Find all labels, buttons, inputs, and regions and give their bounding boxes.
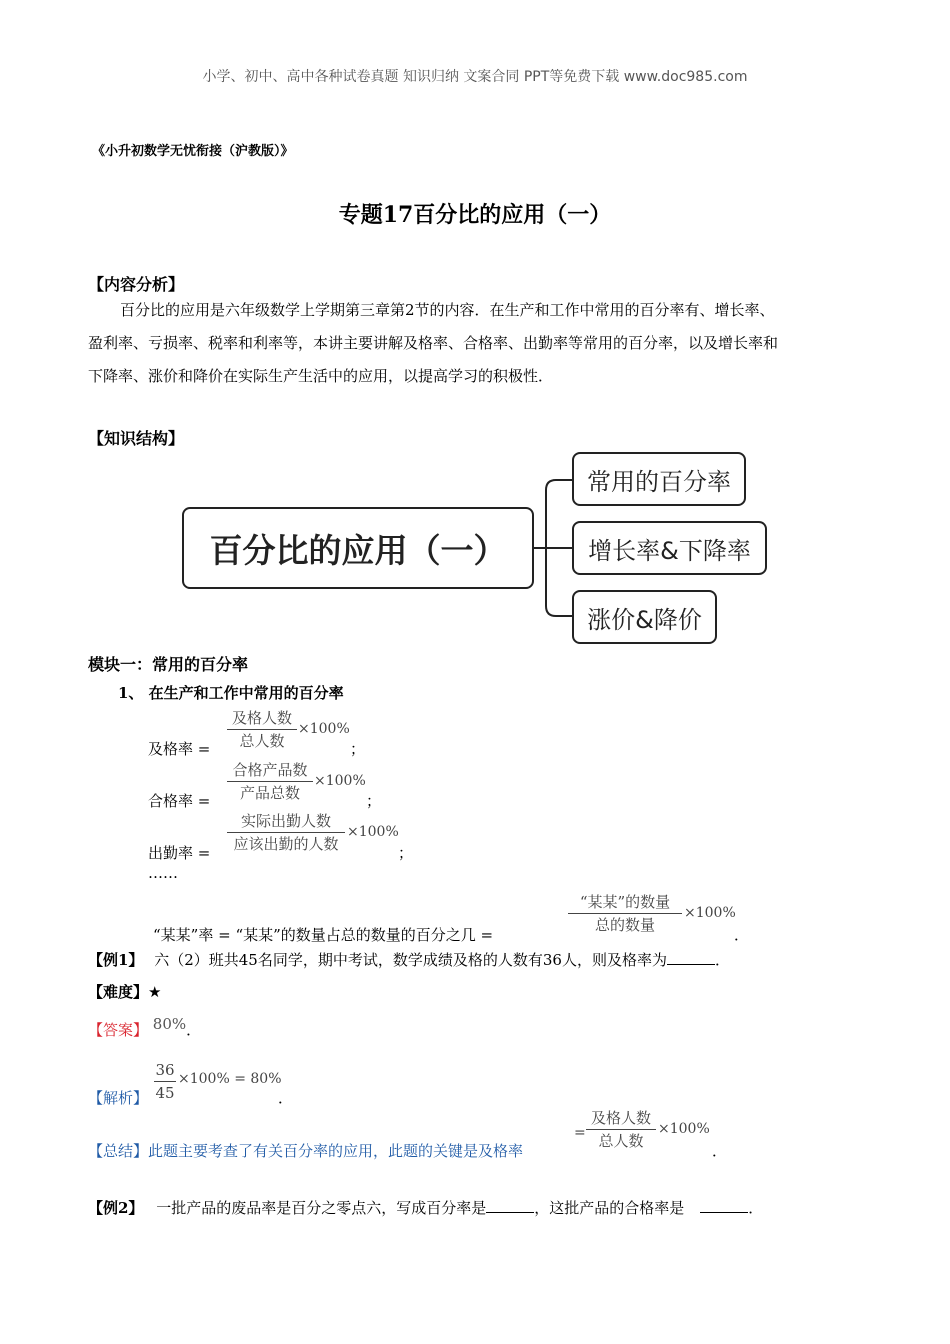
example-end: ． (714, 951, 730, 969)
formula-fraction (227, 708, 297, 751)
page-title: 专题17百分比的应用（一） (338, 202, 612, 228)
fraction-numerator: 及格人数 (231, 709, 292, 727)
difficulty-label: 【难度】 (88, 983, 149, 1001)
formula-label: 及格率 = (148, 740, 211, 758)
formula-times: ×100% (314, 773, 366, 789)
answer-blank (667, 950, 715, 965)
example-text: 六（2）班共45名同学，期中考试，数学成绩及格的人数有36人，则及格率为 (154, 951, 667, 969)
fraction-denominator: 应该出勤的人数 (233, 835, 339, 853)
formula-times: ×100% (684, 905, 736, 921)
formula-times: ×100% (658, 1121, 710, 1137)
fraction-bar (227, 781, 313, 782)
mind-map-branch-price-change: 涨价&降价 (572, 590, 717, 644)
example-text: ，这批产品的合格率是 (534, 1199, 685, 1217)
analysis-end: ． (278, 1089, 294, 1107)
formula-end: ； (398, 844, 414, 862)
formula-times: ×100% (347, 824, 399, 840)
summary-fraction (586, 1108, 656, 1151)
example-tag: 【例1】 (88, 951, 144, 969)
fraction-denominator: 总的数量 (594, 916, 655, 934)
example-2 (88, 1197, 763, 1218)
difficulty-star-icon: ★ (148, 983, 162, 1001)
analysis-fraction (154, 1060, 176, 1103)
fraction-denominator: 总人数 (239, 732, 285, 750)
summary-text (88, 1140, 523, 1161)
site-banner: 小学、初中、高中各种试卷真题 知识归纳 文案合同 PPT等免费下载 www.doc985.com (202, 69, 748, 85)
summary-end: ． (712, 1142, 728, 1160)
content-analysis-line: 盈利率、亏损率、税率和利率等，本讲主要讲解及格率、合格率、出勤率等常用的百分率，以及增长率和 (88, 334, 779, 352)
example-question (88, 949, 730, 970)
series-title: 《小升初数学无忧衔接（沪教版）》 (92, 144, 294, 159)
knowledge-structure-heading: 【知识结构】 (88, 429, 185, 448)
module1-subheading: 1、 在生产和工作中常用的百分率 (118, 684, 344, 702)
answer-blank (486, 1198, 534, 1213)
example-text: 一批产品的废品率是百分之零点六，写成百分率是 (156, 1199, 487, 1217)
formula-end: ； (366, 792, 382, 810)
answer-label: 【答案】 (88, 1021, 149, 1039)
formula-times: ×100% (298, 721, 350, 737)
mind-map-branch-common-rates: 常用的百分率 (572, 452, 746, 506)
formula-fraction (568, 892, 682, 935)
fraction-bar (227, 832, 345, 833)
formula-label: 出勤率 = (148, 844, 211, 862)
mind-map-root: 百分比的应用（一） (182, 507, 534, 589)
answer-line (88, 1015, 202, 1040)
example-end: ． (748, 1199, 764, 1217)
analysis-label: 【解析】 (88, 1089, 149, 1107)
content-analysis-line: 下降率、涨价和降价在实际生产生活中的应用，以提高学习的积极性． (88, 367, 554, 385)
example-tag: 【例2】 (88, 1199, 144, 1217)
analysis-result: ×100% = 80% (178, 1071, 282, 1087)
fraction-numerator: 及格人数 (590, 1109, 651, 1127)
answer-end: ． (186, 1021, 202, 1039)
fraction-bar (586, 1129, 656, 1130)
fraction-numerator: 36 (155, 1061, 175, 1079)
fraction-bar (154, 1081, 176, 1082)
content-analysis-line: 百分比的应用是六年级数学上学期第三章第2节的内容．在生产和工作中常用的百分率有、增长率、 (120, 301, 775, 319)
module1-heading: 模块一：常用的百分率 (88, 655, 249, 674)
general-formula-text: “某某”率 = “某某”的数量占总的数量的百分之几 = (153, 926, 494, 944)
answer-blank (700, 1198, 748, 1213)
formula-fraction (227, 760, 313, 803)
fraction-denominator: 45 (155, 1084, 175, 1102)
content-analysis-heading: 【内容分析】 (88, 275, 185, 294)
formula-end: ； (350, 740, 366, 758)
formula-fraction (227, 811, 345, 854)
difficulty-line (88, 981, 161, 1002)
formula-ellipsis: …… (148, 864, 178, 882)
fraction-numerator: 实际出勤人数 (240, 812, 331, 830)
summary-equals: = (574, 1125, 586, 1141)
answer-value: 80% (152, 1015, 187, 1033)
fraction-numerator: “某某”的数量 (579, 893, 671, 911)
mind-map-branch-growth-decline: 增长率&下降率 (572, 521, 767, 575)
fraction-denominator: 产品总数 (239, 784, 300, 802)
formula-end: ． (734, 926, 750, 944)
summary-label: 【总结】 (88, 1142, 149, 1160)
formula-label: 合格率 = (148, 792, 211, 810)
fraction-bar (568, 913, 682, 914)
fraction-denominator: 总人数 (598, 1132, 644, 1150)
summary-body: 此题主要考查了有关百分率的应用，此题的关键是及格率 (148, 1142, 524, 1160)
fraction-bar (227, 729, 297, 730)
fraction-numerator: 合格产品数 (232, 761, 308, 779)
